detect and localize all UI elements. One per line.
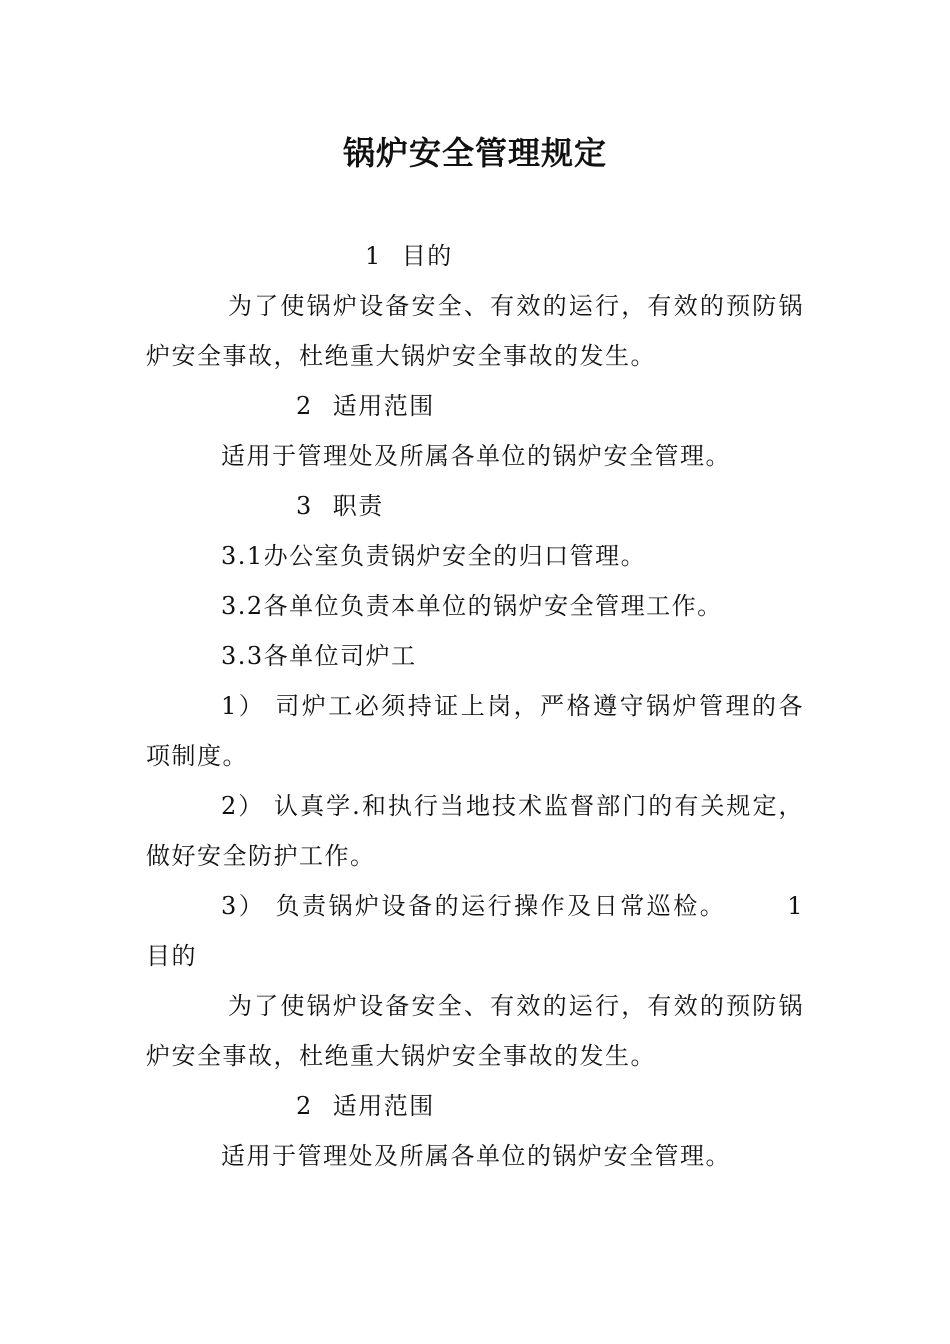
section-number: 3 xyxy=(296,492,313,520)
paragraph-purpose: 为了使锅炉设备安全、有效的运行，有效的预防锅炉安全事故，杜绝重大锅炉安全事故的发生。 xyxy=(146,292,804,370)
section-heading-scope-repeat xyxy=(146,1081,804,1131)
paragraph-purpose-repeat: 为了使锅炉设备安全、有效的运行，有效的预防锅炉安全事故，杜绝重大锅炉安全事故的发生。 xyxy=(146,992,804,1070)
section-title: 适用范围 xyxy=(332,392,435,420)
section-title: 适用范围 xyxy=(332,1092,435,1120)
document-body xyxy=(146,231,832,1181)
paragraph-duty-3-1: 3.1办公室负责锅炉安全的归口管理。 xyxy=(221,542,647,570)
section-number: 2 xyxy=(296,1092,313,1120)
section-number: 2 xyxy=(296,392,313,420)
paragraph-duty-3-2: 3.2各单位负责本单位的锅炉安全管理工作。 xyxy=(221,592,723,620)
paragraph-scope: 适用于管理处及所属各单位的锅炉安全管理。 xyxy=(221,442,731,470)
section-title: 职责 xyxy=(332,492,384,520)
list-item-2: 2） 认真学.和执行当地技术监督部门的有关规定，做好安全防护工作。 xyxy=(146,792,804,870)
section-number: 1 xyxy=(365,242,382,270)
section-heading-purpose xyxy=(146,231,804,281)
list-item-3: 3） 负责锅炉设备的运行操作及日常巡检。 1 目的 xyxy=(146,892,832,970)
section-heading-scope xyxy=(146,381,804,431)
paragraph-duty-3-3: 3.3各单位司炉工 xyxy=(221,642,417,670)
paragraph-scope-repeat: 适用于管理处及所属各单位的锅炉安全管理。 xyxy=(221,1142,731,1170)
list-item-1: 1） 司炉工必须持证上岗，严格遵守锅炉管理的各项制度。 xyxy=(146,692,804,770)
section-title: 目的 xyxy=(401,242,453,270)
section-heading-duties xyxy=(146,481,804,531)
document-title: 锅炉安全管理规定 xyxy=(342,134,607,172)
